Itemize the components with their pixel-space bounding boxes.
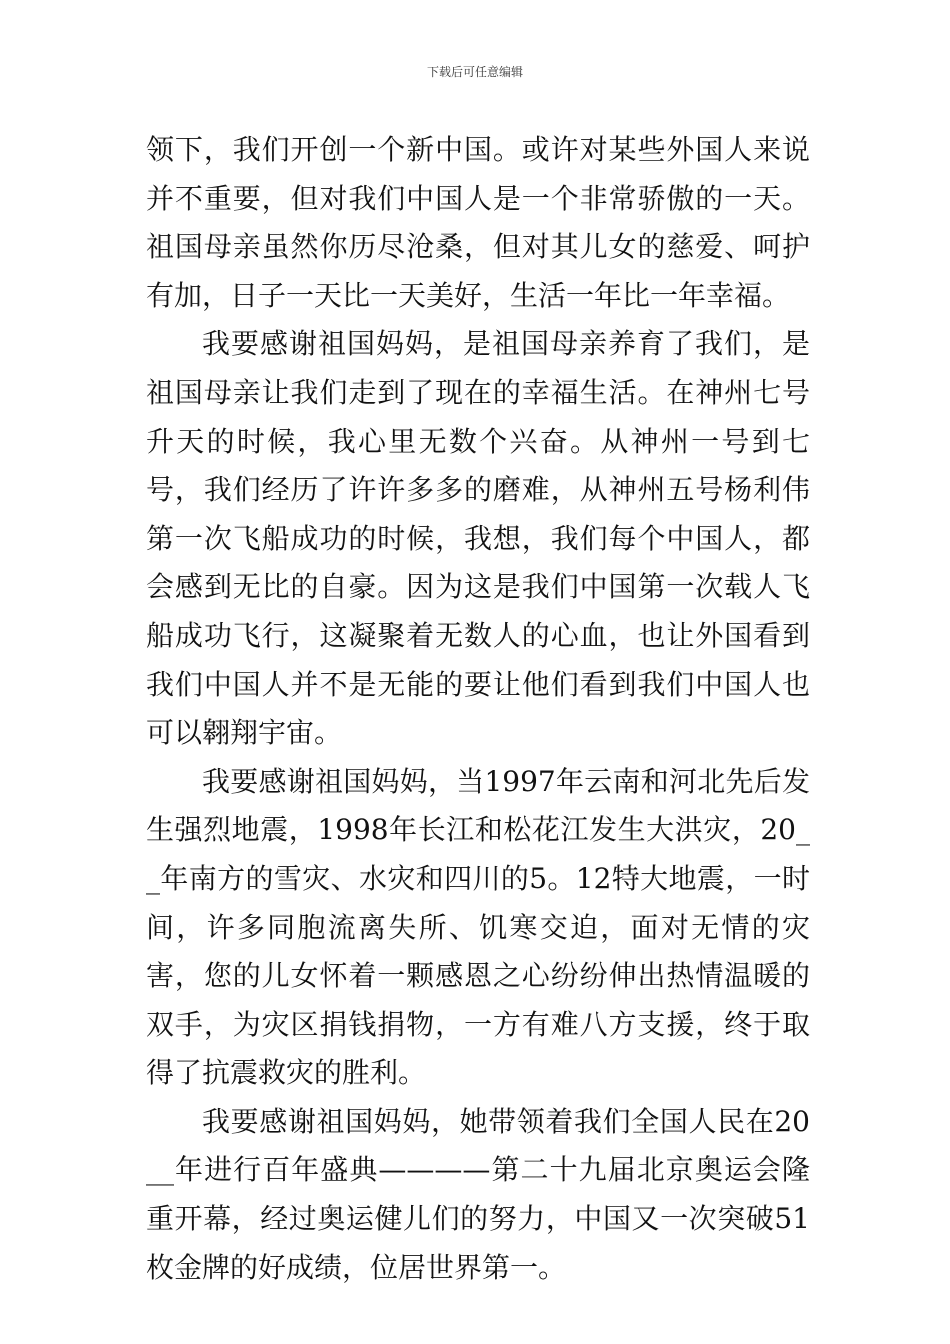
page-header: 下载后可任意编辑 [426, 65, 523, 79]
document-body [146, 126, 810, 1292]
paragraph-olympics: 我要感谢祖国妈妈，她带领着我们全国人民在20__年进行百年盛典————第二十九届北京奥运会隆重开幕，经过奥运健儿们的努力，中国又一次突破51枚金牌的好成绩，位居世界第一。 [146, 1104, 810, 1284]
paragraph-shenzhou: 我要感谢祖国妈妈，是祖国母亲养育了我们，是祖国母亲让我们走到了现在的幸福生活。在神州七号升天的时候，我心里无数个兴奋。从神州一号到七号，我们经历了许许多多的磨难，从神州五号杨利伟第一次飞船成功的时候，我想，我们每个中国人，都会感到无比的自豪。因为这是我们中国第一次载人飞船成功飞行，这凝聚着无数人的心血，也让外国看到我们中国人并不是无能的要让他们看到我们中国人也可以翱翔宇宙。 [146, 327, 810, 750]
paragraph-continuation: 领下，我们开创一个新中国。或许对某些外国人来说并不重要，但对我们中国人是一个非常骄傲的一天。祖国母亲虽然你历尽沧桑，但对其儿女的慈爱、呵护有加，日子一天比一天美好，生活一年比一年幸福。 [146, 133, 810, 312]
paragraph-disasters: 我要感谢祖国妈妈，当1997年云南和河北先后发生强烈地震，1998年长江和松花江发生大洪灾，20__年南方的雪灾、水灾和四川的5。12特大地震，一时间，许多同胞流离失所、饥寒交迫，面对无情的灾害，您的儿女怀着一颗感恩之心纷纷伸出热情温暖的双手，为灾区捐钱捐物，一方有难八方支援，终于取得了抗震救灾的胜利。 [146, 764, 810, 1090]
